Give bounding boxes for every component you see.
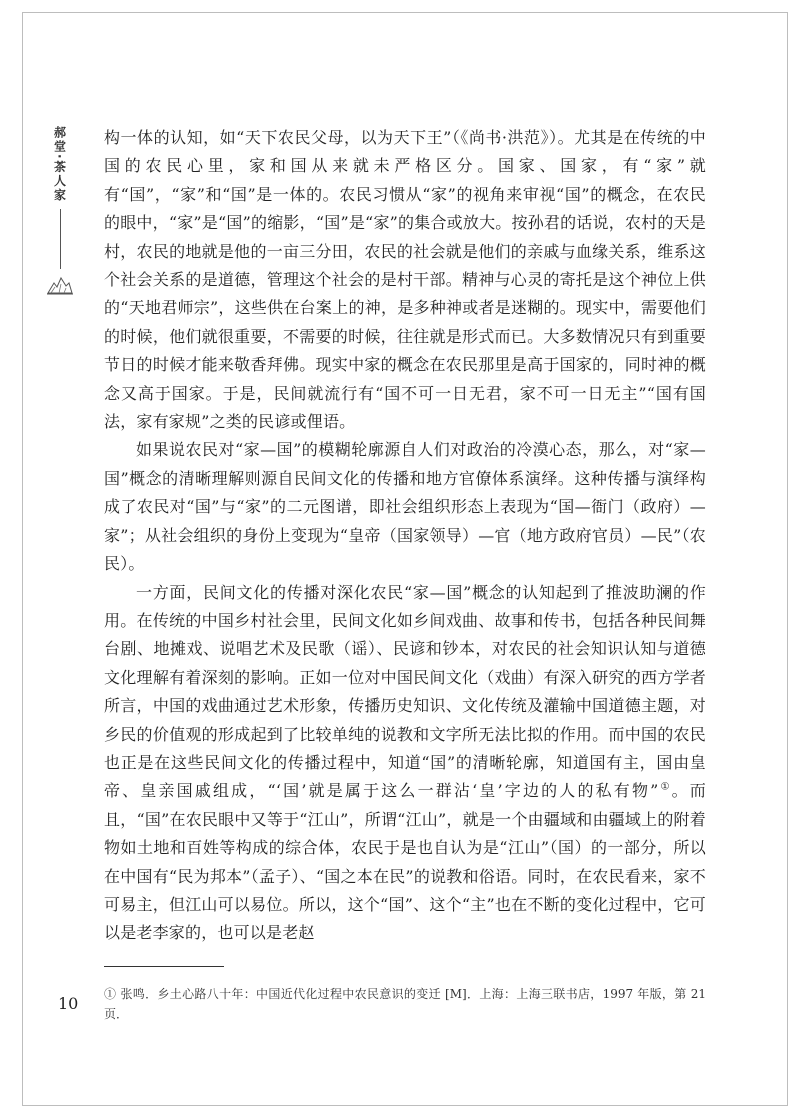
footnote-divider (104, 966, 224, 967)
paragraph-1: 构一体的认知，如“天下农民父母，以为天下王”（《尚书·洪范》）。尤其是在传统的中国的农民心里，家和国从来就未严格区分。国家、国家，有“家”就有“国”，“家”和“国”是一体的。农民习惯从“家”的视角来审视“国”的概念，在农民的眼中，“家”是“国”的缩影，“国”是“家”的集合或放大。按孙君的话说，农村的天是村，农民的地就是他的一亩三分田，农民的社会就是他们的亲戚与血缘关系，维系这个社会关系的是道德，管理这个社会的是村干部。精神与心灵的寄托是这个神位上供的“天地君师宗”，这些供在台案上的神，是多种神或者是迷糊的。现实中，需要他们的时候，他们就很重要，不需要的时候，往往就是形式而已。大多数情况只有到重要节日的时候才能来敬香拜佛。现实中家的概念在农民那里是高于国家的，同时神的概念又高于国家。于是，民间就流行有“国不可一日无君，家不可一日无主”“国有国法，家有家规”之类的民谚或俚语。 (104, 128, 706, 432)
footnote-reference[interactable]: ① (658, 782, 672, 794)
footnote: ① 张鸣．乡土心路八十年：中国近代化过程中农民意识的变迁 [M]．上海：上海三联书店，1997 年版，第 21 页． (104, 987, 706, 1021)
running-header (48, 126, 72, 295)
header-divider (60, 209, 61, 269)
body-text (104, 124, 706, 948)
paragraph-3-text: 一方面，民间文化的传播对深化农民“家—国”概念的认知起到了推波助澜的作用。在传统的中国乡村社会里，民间文化如乡间戏曲、故事和传书，包括各种民间舞台剧、地摊戏、说唱艺术及民歌（谣）、民谚和钞本，对农民的社会知识认知与道德文化理解有着深刻的影响。正如一位对中国民间文化（戏曲）有深入研究的西方学者所言，中国的戏曲通过艺术形象，传播历史知识、文化传统及灌输中国道德主题，对乡民的价值观的形成起到了比较单纯的说教和文字所无法比拟的作用。而中国的农民也正是在这些民间文化的传播过程中，知道“国”的清晰轮廓，知道国有主，国由皇帝、皇亲国戚组成，“‘国’就是属于这么一群沾‘皇’字边的人的私有物” (104, 582, 706, 801)
page-number: 10 (58, 994, 79, 1013)
mountain-icon (47, 275, 73, 295)
running-title: 郝堂·茶人家 (52, 126, 67, 203)
paragraph-3-text-continued: 。而且，“国”在农民眼中又等于“江山”，所谓“江山”，就是一个由疆域和由疆域上的附着物如土地和百姓等构成的综合体，农民于是也自认为是“江山”（国）的一部分，所以在中国有“民为邦本”（孟子）、“国之本在民”的说教和俗语。同时，在农民看来，家不可易主，但江山可以易位。所以，这个“国”、这个“主”也在不断的变化过程中，它可以是老李家的，也可以是老赵 (104, 781, 706, 943)
paragraph-3 (104, 579, 706, 948)
paragraph-2: 如果说农民对“家—国”的模糊轮廓源自人们对政治的冷漠心态，那么，对“家—国”概念的清晰理解则源自民间文化的传播和地方官僚体系演绎。这种传播与演绎构成了农民对“国”与“家”的二元图谱，即社会组织形态上表现为“国—衙门（政府）—家”；从社会组织的身份上变现为“皇帝（国家领导）—官（地方政府官员）—民”（农民）。 (104, 440, 706, 574)
